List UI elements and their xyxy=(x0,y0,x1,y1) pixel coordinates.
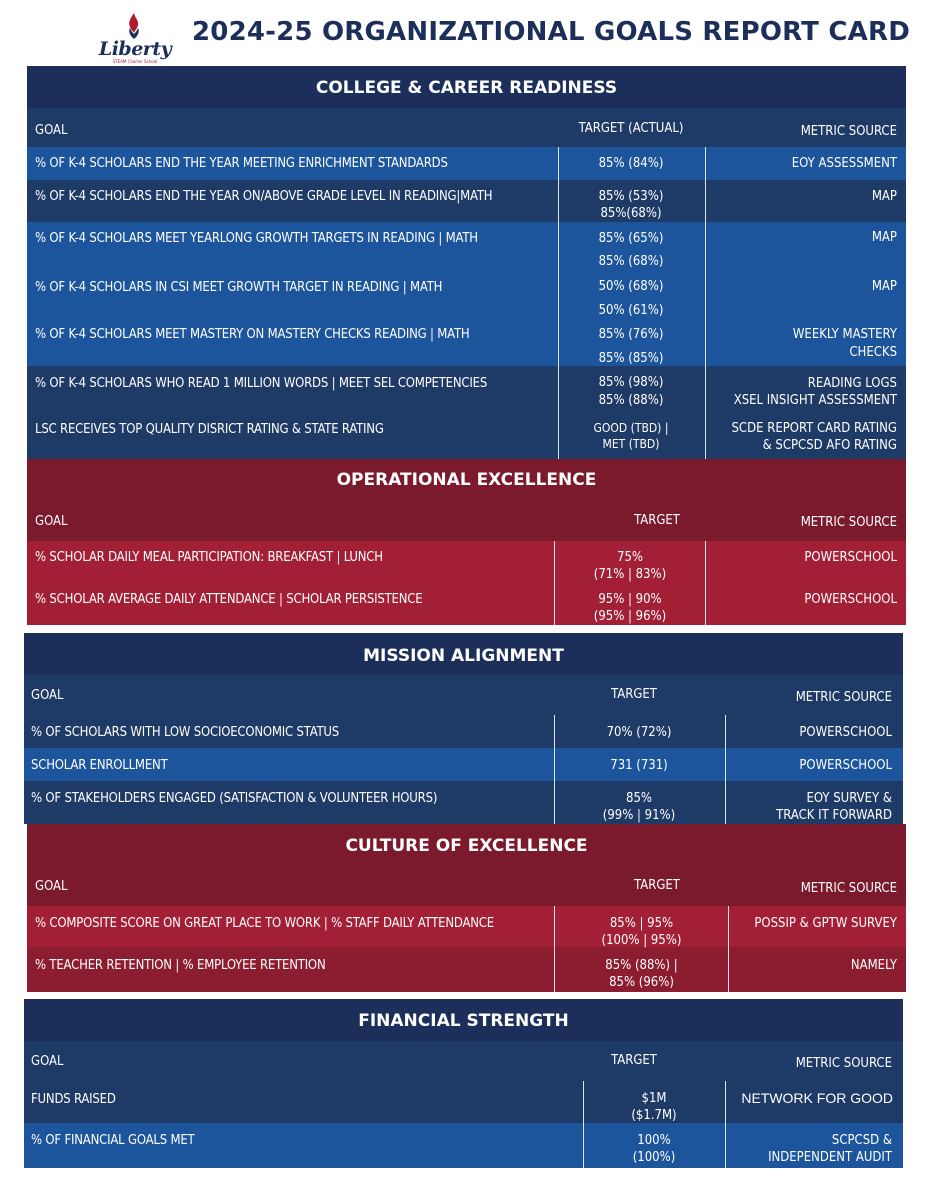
column-divider xyxy=(705,147,706,459)
target-value: (71% | 83%) xyxy=(593,567,667,582)
target-value: 95% | 90% xyxy=(598,592,662,607)
column-divider xyxy=(705,541,706,625)
goal-text: % OF SCHOLARS WITH LOW SOCIOECONOMIC STATUS xyxy=(31,725,340,740)
metric-source: INDEPENDENT AUDIT xyxy=(768,1150,892,1165)
section-operational-excellence xyxy=(27,459,906,625)
metric-source: MAP xyxy=(871,189,897,204)
column-divider xyxy=(554,541,555,625)
target-value: GOOD (TBD) | xyxy=(593,421,669,435)
target-value: 70% (72%) xyxy=(606,725,672,740)
target-value: ($1.7M) xyxy=(631,1108,677,1123)
goal-text: % COMPOSITE SCORE ON GREAT PLACE TO WORK | % STAFF DAILY ATTENDANCE xyxy=(35,916,494,931)
target-value: 85%(68%) xyxy=(600,206,662,221)
metric-source: MAP xyxy=(871,279,897,294)
goal-text: % OF K-4 SCHOLARS MEET MASTERY ON MASTERY CHECKS READING | MATH xyxy=(35,327,470,342)
metric-source: POWERSCHOOL xyxy=(799,725,892,740)
goal-column-header: GOAL xyxy=(31,1054,64,1069)
target-value: 85% (88%) xyxy=(598,393,664,408)
goal-text: % OF K-4 SCHOLARS IN CSI MEET GROWTH TARGET IN READING | MATH xyxy=(35,280,443,295)
section-title: FINANCIAL STRENGTH xyxy=(358,1011,569,1031)
goal-text: SCHOLAR ENROLLMENT xyxy=(31,758,168,773)
metric-source: MAP xyxy=(871,230,897,245)
target-value: 85% (85%) xyxy=(598,351,664,366)
goal-column-header: GOAL xyxy=(35,879,68,894)
metric-source: TRACK IT FORWARD xyxy=(776,808,892,823)
target-value: 85% (88%) | xyxy=(605,958,678,973)
target-value: 85% xyxy=(626,791,652,806)
column-divider xyxy=(558,147,559,459)
goal-column-header: GOAL xyxy=(31,688,64,703)
metric-source: POWERSCHOOL xyxy=(804,550,897,565)
target-value: 85% (84%) xyxy=(598,156,664,171)
goal-text: % OF K-4 SCHOLARS END THE YEAR ON/ABOVE GRADE LEVEL IN READING|MATH xyxy=(35,189,493,204)
target-value: 85% (68%) xyxy=(598,254,664,269)
target-value: 85% (96%) xyxy=(609,975,674,990)
metric-source: EOY SURVEY & xyxy=(806,791,892,806)
target-value: (100% | 95%) xyxy=(601,933,682,948)
page-title: 2024-25 ORGANIZATIONAL GOALS REPORT CARD xyxy=(192,17,910,47)
section-college-career-readiness xyxy=(27,66,906,459)
target-value: 85% (53%) xyxy=(598,189,664,204)
target-value: MET (TBD) xyxy=(602,437,660,451)
source-column-header: METRIC SOURCE xyxy=(795,1056,892,1071)
section-culture-of-excellence xyxy=(27,824,906,992)
goal-text: % OF K-4 SCHOLARS MEET YEARLONG GROWTH TARGETS IN READING | MATH xyxy=(35,231,478,246)
goal-column-header: GOAL xyxy=(35,514,68,529)
metric-source: SCPCSD & xyxy=(831,1133,892,1148)
goal-text: % SCHOLAR DAILY MEAL PARTICIPATION: BREAKFAST | LUNCH xyxy=(35,550,383,565)
column-divider xyxy=(554,906,555,992)
goal-text: FUNDS RAISED xyxy=(31,1092,116,1107)
target-value: 85% (76%) xyxy=(598,327,664,342)
metric-source: EOY ASSESSMENT xyxy=(791,156,897,171)
goal-text: % OF K-4 SCHOLARS END THE YEAR MEETING ENRICHMENT STANDARDS xyxy=(35,156,448,171)
target-value: 100% xyxy=(637,1133,671,1148)
goal-text: LSC RECEIVES TOP QUALITY DISRICT RATING & STATE RATING xyxy=(35,422,384,437)
goal-column-header: GOAL xyxy=(35,123,68,138)
torch-flame-icon xyxy=(124,12,144,40)
target-value: 50% (68%) xyxy=(598,279,664,294)
target-column-header: TARGET xyxy=(611,1053,657,1068)
target-value: (99% | 91%) xyxy=(602,808,676,823)
section-title: OPERATIONAL EXCELLENCE xyxy=(336,470,597,490)
metric-source: NETWORK FOR GOOD xyxy=(741,1090,893,1106)
goal-text: % OF FINANCIAL GOALS MET xyxy=(31,1133,195,1148)
logo-wordmark: Liberty xyxy=(98,38,172,60)
source-column-header: METRIC SOURCE xyxy=(800,881,897,896)
target-value: $1M xyxy=(641,1091,667,1106)
section-title: COLLEGE & CAREER READINESS xyxy=(315,78,618,98)
goal-text: % TEACHER RETENTION | % EMPLOYEE RETENTION xyxy=(35,958,326,973)
target-value: 75% xyxy=(617,550,643,565)
metric-source: POWERSCHOOL xyxy=(799,758,892,773)
target-column-header: TARGET xyxy=(611,687,657,702)
target-value: 731 (731) xyxy=(610,758,668,773)
target-value: 50% (61%) xyxy=(598,303,664,318)
page-header xyxy=(0,0,927,66)
school-logo xyxy=(96,12,174,64)
goal-text: % OF STAKEHOLDERS ENGAGED (SATISFACTION & VOLUNTEER HOURS) xyxy=(31,791,438,806)
section-title: MISSION ALIGNMENT xyxy=(363,646,564,666)
section-financial-strength xyxy=(24,999,903,1168)
metric-source: POWERSCHOOL xyxy=(804,592,897,607)
target-value: (100%) xyxy=(632,1150,676,1165)
source-column-header: METRIC SOURCE xyxy=(800,515,897,530)
metric-source: READING LOGS xyxy=(807,376,897,391)
column-divider xyxy=(583,1081,584,1168)
target-value: 85% | 95% xyxy=(609,916,674,931)
target-column-header: TARGET xyxy=(634,878,680,893)
metric-source: SCDE REPORT CARD RATING xyxy=(731,421,897,436)
section-mission-alignment xyxy=(24,633,903,824)
goal-text: % SCHOLAR AVERAGE DAILY ATTENDANCE | SCHOLAR PERSISTENCE xyxy=(35,592,423,607)
target-value: (95% | 96%) xyxy=(593,609,667,624)
source-column-header: METRIC SOURCE xyxy=(800,124,897,139)
goal-text: % OF K-4 SCHOLARS WHO READ 1 MILLION WORDS | MEET SEL COMPETENCIES xyxy=(35,376,488,391)
metric-source: POSSIP & GPTW SURVEY xyxy=(754,916,897,931)
target-value: 85% (98%) xyxy=(598,375,664,390)
metric-source: & SCPCSD AFO RATING xyxy=(762,438,897,453)
target-column-header: TARGET xyxy=(634,513,680,528)
target-column-header: TARGET (ACTUAL) xyxy=(578,121,684,136)
metric-source: XSEL INSIGHT ASSESSMENT xyxy=(733,393,897,408)
metric-source: CHECKS xyxy=(849,345,897,360)
section-title: CULTURE OF EXCELLENCE xyxy=(345,836,588,856)
source-column-header: METRIC SOURCE xyxy=(795,690,892,705)
metric-source: NAMELY xyxy=(850,958,897,973)
column-divider xyxy=(554,715,555,824)
metric-source: WEEKLY MASTERY xyxy=(792,327,897,342)
target-value: 85% (65%) xyxy=(598,231,664,246)
logo-subtext: STEAM Charter School xyxy=(112,59,158,64)
